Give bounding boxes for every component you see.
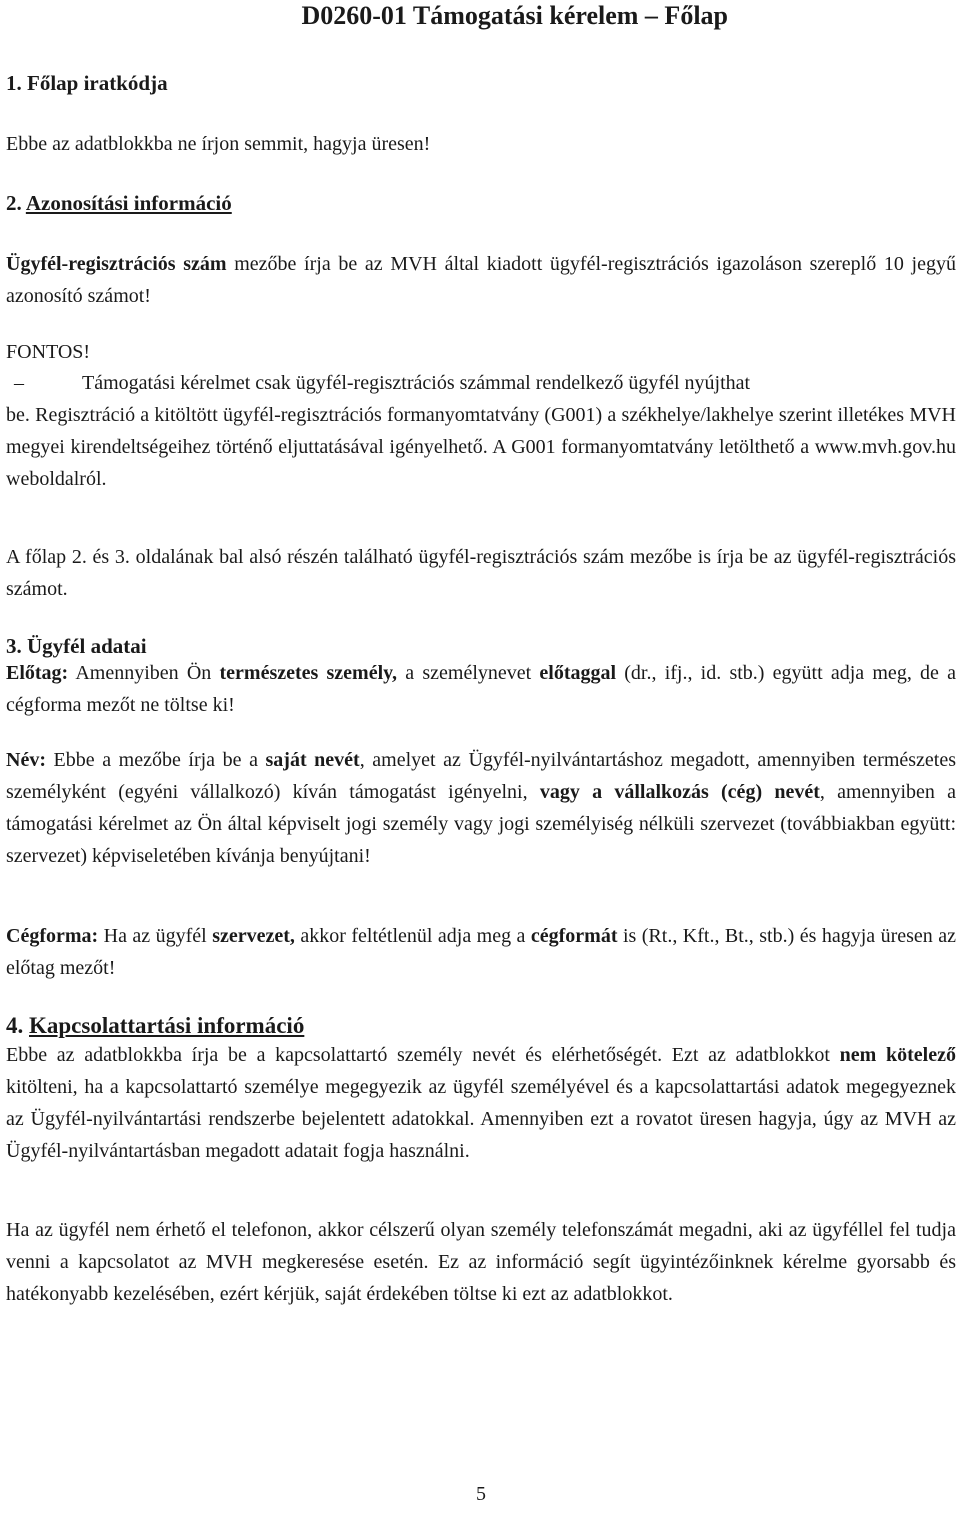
section-4-heading-number: 4. — [6, 1013, 29, 1038]
bullet-line-1: Támogatási kérelmet csak ügyfél-regisztrációs számmal rendelkező ügyfél nyújthat — [82, 372, 751, 394]
section-1-heading: 1. Főlap iratkódja — [6, 71, 168, 95]
elotag-text-3: (dr., ifj., id. stb.) együtt adja meg, de a cégforma mezőt ne töltse ki! — [6, 662, 956, 716]
cegforma-paragraph — [6, 920, 956, 984]
nev-text-1: Ebbe a mezőbe írja be a — [45, 749, 266, 771]
cegforma-text-1: Ha az ügyfél — [98, 925, 213, 947]
nev-bold-1: saját nevét — [265, 749, 360, 771]
elotag-label: Előtag: — [6, 662, 69, 684]
section-2-paragraph-1 — [6, 248, 956, 312]
section-4-heading-text: Kapcsolattartási információ — [29, 1013, 305, 1038]
section-4-p1-text-2: kitölteni, ha a kapcsolattartó személye megegyezik az ügyfél személyével és a kapcsolattartási adatok megegyeznek az Ügyfél-nyilvántartási rendszerbe bejelentett adatokkal. Amennyiben ezt a rovatot üresen hagyja, úgy az MVH az Ügyfél-nyilvántartásban megadott adatait fogja használni. — [6, 1076, 956, 1162]
nev-paragraph — [6, 744, 956, 872]
elotag-paragraph — [6, 657, 956, 721]
section-4-heading — [6, 1010, 956, 1042]
section-1-text: Ebbe az adatblokkba ne írjon semmit, hagyja üresen! — [6, 133, 431, 155]
elotag-bold-2: előtaggal — [539, 662, 617, 684]
section-4-paragraph-1 — [6, 1039, 956, 1167]
section-2-heading-text: Azonosítási információ — [25, 191, 232, 215]
section-2-heading-number: 2. — [6, 191, 26, 215]
elotag-text-2: a személynevet — [397, 662, 540, 684]
bullet-continuation: be. Regisztráció a kitöltött ügyfél-regisztrációs formanyomtatvány (G001) a székhelye/lakhelye szerint illetékes MVH megyei kirendeltségeihez történő eljuttatásával igényelhető. A G001 formanyomtatvány letölthető a www.mvh.gov.hu weboldalról. — [6, 404, 956, 490]
section-4-paragraph-2: Ha az ügyfél nem érhető el telefonon, akkor célszerű olyan személy telefonszámát megadni, aki az ügyféllel fel tudja venni a kapcsolatot az MVH megkeresése esetén. Ez az információ segít ügyintézőinknek kérelme gyorsabb és hatékonyabb kezelésében, ezért kérjük, saját érdekében töltse ki ezt az adatblokkot. — [6, 1219, 956, 1305]
section-2-p1-text: mezőbe írja be az MVH által kiadott ügyfél-regisztrációs igazoláson szereplő 10 jegyű azonosító számot! — [6, 253, 956, 307]
section-4-p1-bold: nem kötelező — [839, 1044, 956, 1066]
document-title: D0260-01 Támogatási kérelem – Főlap — [301, 1, 728, 30]
section-3-heading: 3. Ügyfél adatai — [6, 634, 147, 658]
section-2-p1-bold: Ügyfél-regisztrációs szám — [6, 253, 227, 275]
cegforma-text-3: is (Rt., Kft., Bt., stb.) és hagyja üresen az előtag mezőt! — [6, 925, 957, 979]
section-2-heading — [6, 187, 956, 219]
elotag-text-1: Amennyiben Ön — [68, 662, 220, 684]
bullet-dash: – — [14, 372, 24, 394]
nev-text-2: , amelyet az Ügyfél-nyilvántartáshoz megadott, amennyiben természetes személyként (egyéni vállalkozó) kíván támogatást igényelni, — [6, 749, 957, 803]
section-2-paragraph-2: A főlap 2. és 3. oldalának bal alsó részén található ügyfél-regisztrációs szám mezőbe is írja be az ügyfél-regisztrációs számot. — [6, 546, 956, 600]
nev-label: Név: — [6, 749, 46, 771]
fontos-bullet — [6, 367, 956, 495]
cegforma-label: Cégforma: — [6, 925, 99, 947]
nev-text-3: , amennyiben a támogatási kérelmet az Ön által képviselt jogi személy vagy jogi személyiség nélküli szervezet (továbbiakban együtt: szervezet) képviseletében kívánja benyújtani! — [6, 781, 956, 867]
nev-bold-2: vagy a vállalkozás (cég) nevét — [539, 781, 820, 803]
cegforma-bold-2: cégformát — [530, 925, 618, 947]
elotag-bold-1: természetes személy, — [219, 662, 398, 684]
cegforma-text-2: akkor feltétlenül adja meg a — [294, 925, 531, 947]
section-4-p1-text-1: Ebbe az adatblokkba írja be a kapcsolattartó személy nevét és elérhetőségét. Ezt az adatblokkot — [6, 1044, 840, 1066]
cegforma-bold-1: szervezet, — [212, 925, 295, 947]
page-number: 5 — [476, 1483, 486, 1505]
fontos-label: FONTOS! — [6, 341, 91, 363]
